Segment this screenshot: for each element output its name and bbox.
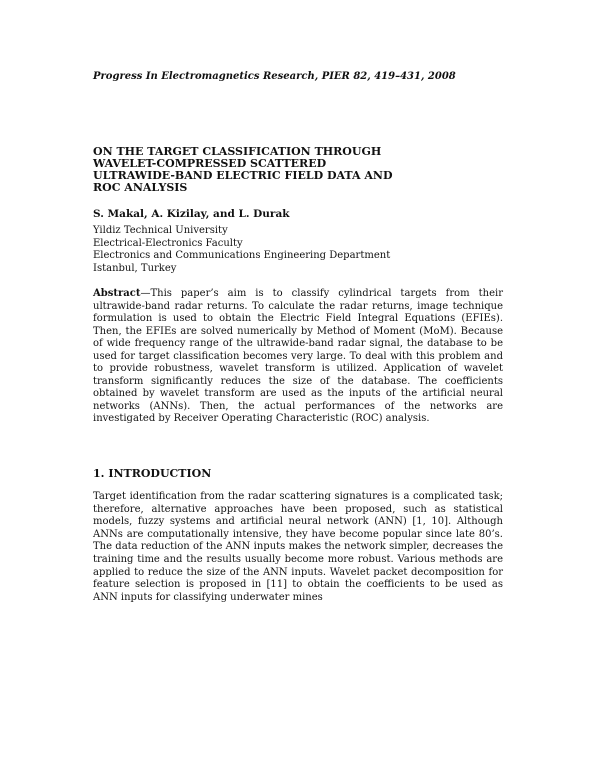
title-line: ON THE TARGET CLASSIFICATION THROUGH <box>93 145 382 158</box>
abstract-text: —This paper’s aim is to classify cylindrical targets from their ultrawide-band radar returns. To calculate the radar returns, image technique formulation is used to obtain the Electric Field Integral Equations (EFIEs). Then, the EFIEs are solved numerically by Method of Moment (MoM). Because of wide frequency range of the ultrawide-band radar signal, the database to be used for target classification becomes very large. To deal with this problem and to provide robustness, wavelet transform is utilized. Application of wavelet transform significantly reduces the size of the database. The coefficients obtained by wavelet transform are used as the inputs of the artificial neural networks (ANNs). Then, the actual performances of the networks are investigated by Receiver Operating Characteristic (ROC) analysis. <box>93 288 503 425</box>
abstract <box>93 288 503 426</box>
affiliation-line: Istanbul, Turkey <box>93 262 177 274</box>
paper-title <box>93 146 423 194</box>
journal-header: Progress In Electromagnetics Research, PIER 82, 419–431, 2008 <box>93 71 456 82</box>
title-line: ROC ANALYSIS <box>93 181 188 194</box>
affiliation-line: Yildiz Technical University <box>93 225 228 236</box>
title-line: ULTRAWIDE-BAND ELECTRIC FIELD DATA AND <box>93 169 393 182</box>
section-heading: 1. INTRODUCTION <box>93 467 212 480</box>
affiliation-line: Electrical-Electronics Faculty <box>93 237 243 249</box>
affiliation-line: Electronics and Communications Engineering Department <box>93 250 391 261</box>
abstract-label: Abstract <box>93 288 141 299</box>
affiliation <box>93 225 390 275</box>
author-list: S. Makal, A. Kizilay, and L. Durak <box>93 208 290 220</box>
title-line: WAVELET-COMPRESSED SCATTERED <box>93 157 327 170</box>
introduction-paragraph: Target identification from the radar scattering signatures is a complicated task; therefore, alternative approaches have been proposed, such as statistical models, fuzzy systems and artificial neural network (ANN) [1, 10]. Although ANNs are computationally intensive, they have become popular since late 80’s. The data reduction of the ANN inputs makes the network simpler, decreases the training time and the results usually become more robust. Various methods are applied to reduce the size of the ANN inputs. Wavelet packet decomposition for feature selection is proposed in [11] to obtain the coefficients to be used as ANN inputs for classifying underwater mines <box>93 491 503 603</box>
